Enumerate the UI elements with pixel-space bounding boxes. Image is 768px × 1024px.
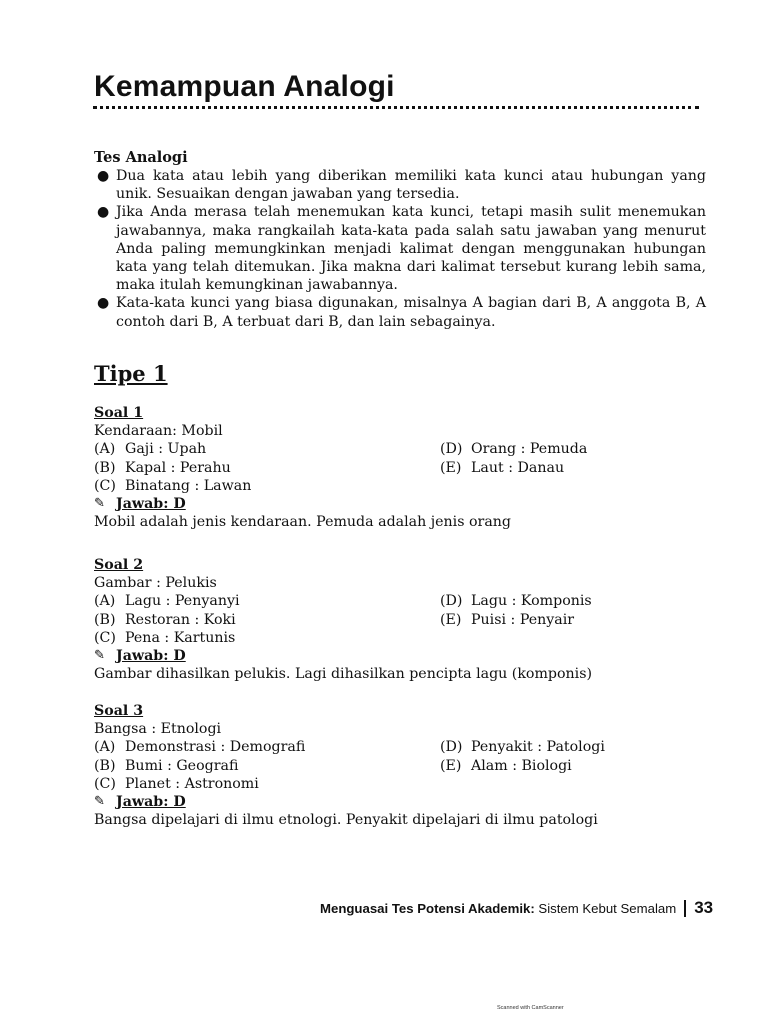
option-key: (A) (94, 441, 116, 458)
option-key: (B) (94, 757, 116, 774)
option-text: Restoran : Koki (125, 611, 236, 628)
option-b (94, 757, 440, 775)
question-block-2 (94, 556, 714, 683)
options-grid (94, 440, 714, 495)
question-title: Soal 2 (94, 557, 144, 573)
option-text: Alam : Biologi (471, 757, 572, 774)
option-text: Puisi : Penyair (471, 611, 575, 628)
option-a (94, 738, 440, 756)
option-text: Orang : Pemuda (471, 441, 588, 458)
option-key: (A) (94, 739, 116, 756)
option-e (440, 757, 700, 775)
option-text: Bumi : Geografi (125, 757, 239, 774)
question-stem: Kendaraan: Mobil (94, 423, 223, 440)
option-text: Pena : Kartunis (125, 629, 236, 646)
option-text: Penyakit : Patologi (471, 739, 605, 756)
bullet-icon: ● (97, 295, 110, 312)
bullet-text: Kata-kata kunci yang biasa digunakan, misalnya A bagian dari B, A anggota B, A contoh dari B, A terbuat dari B, dan lain sebagainya. (116, 295, 706, 330)
answer-line (94, 647, 714, 665)
bullet-icon: ● (97, 204, 110, 221)
option-key: (D) (440, 739, 463, 756)
option-d (440, 738, 700, 756)
option-text: Planet : Astronomi (125, 775, 259, 792)
bullet-item (94, 294, 706, 330)
answer-text: Jawab: D (116, 496, 186, 513)
option-text: Binatang : Lawan (125, 477, 252, 494)
option-c (94, 775, 440, 793)
question-block-1 (94, 404, 714, 531)
option-key: (E) (440, 611, 462, 628)
scanner-watermark: Scanned with CamScanner (497, 1005, 564, 1011)
answer-explanation: Bangsa dipelajari di ilmu etnologi. Penyakit dipelajari di ilmu patologi (94, 812, 598, 829)
title-dotted-rule (93, 106, 699, 109)
option-key: (D) (440, 593, 463, 610)
option-key: (E) (440, 757, 462, 774)
pencil-icon: ✎ (94, 648, 105, 664)
footer-book-title: Menguasai Tes Potensi Akademik: (320, 900, 535, 916)
question-stem: Gambar : Pelukis (94, 575, 217, 592)
question-title: Soal 1 (94, 405, 144, 421)
page-number: 33 (694, 898, 714, 917)
pencil-icon: ✎ (94, 794, 105, 810)
intro-bullet-list (94, 167, 706, 331)
option-key: (C) (94, 477, 116, 494)
answer-explanation: Mobil adalah jenis kendaraan. Pemuda adalah jenis orang (94, 514, 512, 531)
options-grid (94, 592, 714, 647)
page-footer (320, 898, 713, 918)
bullet-text: Dua kata atau lebih yang diberikan memiliki kata kunci atau hubungan yang unik. Sesuaikan dengan jawaban yang tersedia. (116, 168, 706, 203)
option-a (94, 440, 440, 458)
option-text: Demonstrasi : Demografi (125, 739, 306, 756)
answer-line (94, 793, 714, 811)
bullet-icon: ● (97, 168, 110, 184)
option-d (440, 592, 700, 610)
options-grid (94, 738, 714, 793)
option-e (440, 459, 700, 477)
section-title: Tipe 1 (94, 361, 168, 386)
bullet-item (94, 203, 706, 294)
option-e (440, 611, 700, 629)
option-key: (B) (94, 611, 116, 628)
footer-subtitle: Sistem Kebut Semalam (538, 900, 677, 916)
footer-divider (684, 900, 686, 917)
answer-explanation: Gambar dihasilkan pelukis. Lagi dihasilkan pencipta lagu (komponis) (94, 666, 593, 683)
answer-text: Jawab: D (116, 794, 186, 811)
option-text: Lagu : Komponis (471, 593, 592, 610)
pencil-icon: ✎ (94, 496, 105, 512)
option-c (94, 477, 440, 495)
option-a (94, 592, 440, 610)
option-text: Kapal : Perahu (125, 459, 231, 476)
page-title: Kemampuan Analogi (94, 70, 395, 103)
option-key: (D) (440, 441, 463, 458)
option-text: Gaji : Upah (125, 441, 207, 458)
option-text: Laut : Danau (471, 459, 565, 476)
question-block-3 (94, 702, 714, 829)
question-stem: Bangsa : Etnologi (94, 721, 222, 738)
option-d (440, 440, 700, 458)
option-key: (A) (94, 593, 116, 610)
option-b (94, 611, 440, 629)
option-c (94, 629, 440, 647)
intro-heading: Tes Analogi (94, 149, 188, 166)
answer-text: Jawab: D (116, 648, 186, 665)
bullet-text: Jika Anda merasa telah menemukan kata kunci, tetapi masih sulit menemukan jawabannya, maka rangkailah kata-kata pada salah satu jawaban yang menurut Anda paling memungkinkan menjadi kalimat dengan menggunakan hubungan kata yang telah ditemukan. Jika makna dari kalimat tersebut kurang lebih sama, maka itulah kemungkinan jawabannya. (116, 204, 706, 294)
option-key: (C) (94, 629, 116, 646)
option-key: (C) (94, 775, 116, 792)
option-key: (E) (440, 459, 462, 476)
option-b (94, 459, 440, 477)
option-key: (B) (94, 459, 116, 476)
question-title: Soal 3 (94, 703, 144, 719)
option-text: Lagu : Penyanyi (125, 593, 240, 610)
answer-line (94, 495, 714, 513)
bullet-item (94, 167, 706, 203)
